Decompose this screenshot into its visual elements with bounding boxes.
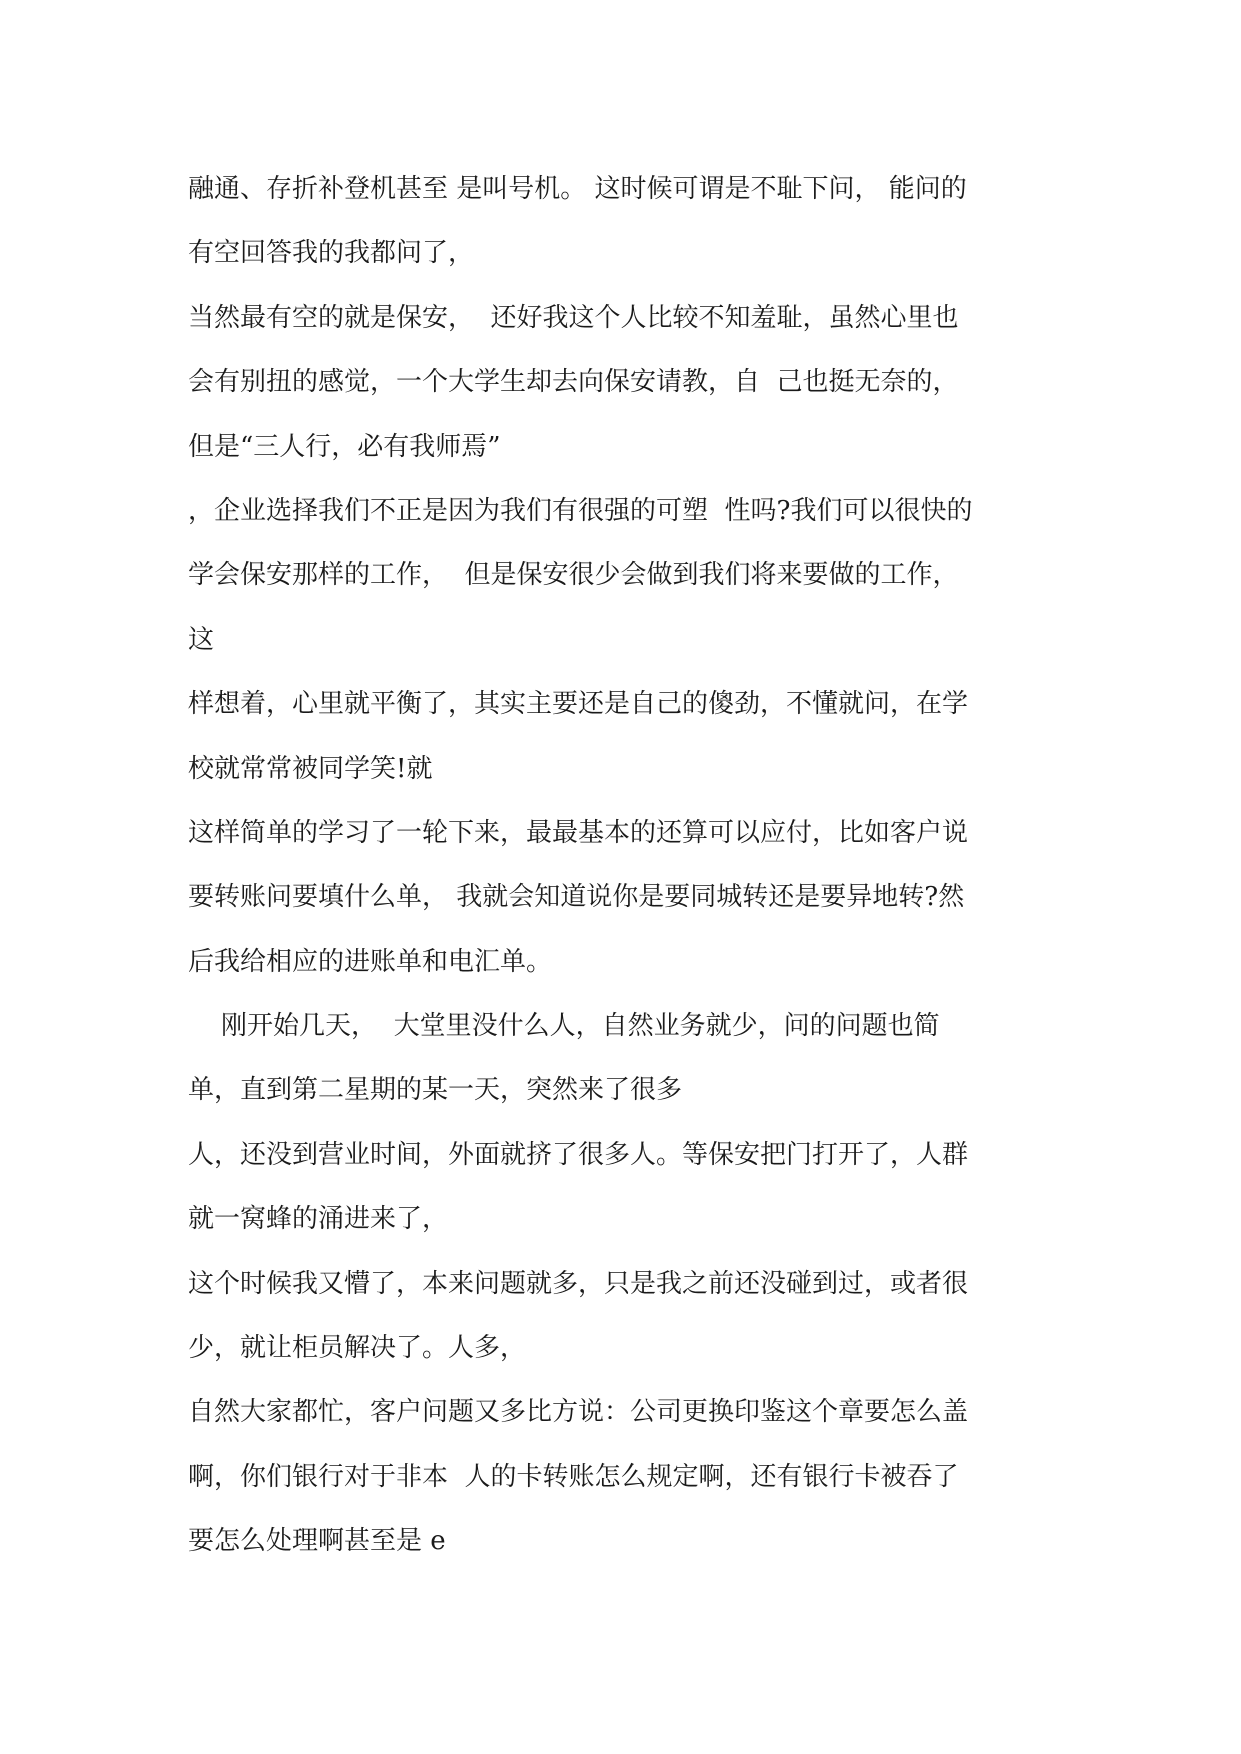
- text-line: 要怎么处理啊甚至是 e: [188, 1526, 446, 1557]
- text-line: 会有别扭的感觉，一个大学生却去向保安请教，自 己也挺无奈的，: [188, 367, 959, 398]
- text-line: 就一窝蜂的涌进来了，: [188, 1204, 449, 1235]
- text-line: 这: [188, 624, 215, 655]
- text-line: 自然大家都忙，客户问题又多比方说：公司更换印鉴这个章要怎么盖: [188, 1397, 969, 1428]
- text-line: ，企业选择我们不正是因为我们有很强的可塑 性吗?我们可以很快的: [188, 495, 973, 526]
- text-line: 学会保安那样的工作， 但是保安很少会做到我们将来要做的工作，: [188, 560, 959, 591]
- text-line: 当然最有空的就是保安， 还好我这个人比较不知羞耻，虽然心里也: [188, 302, 959, 333]
- text-line: 这样简单的学习了一轮下来，最最基本的还算可以应付，比如客户说: [188, 817, 969, 848]
- text-line: 但是“三人行，必有我师焉”: [188, 431, 501, 462]
- text-line: 融通、存折补登机甚至 是叫号机。 这时候可谓是不耻下问， 能问的: [188, 174, 967, 204]
- text-line: 单，直到第二星期的某一天，突然来了很多: [188, 1075, 683, 1106]
- text-line: 后我给相应的进账单和电汇单。: [188, 946, 553, 977]
- text-line: 少，就让柜员解决了。人多，: [188, 1333, 527, 1364]
- text-line: 有空回答我的我都问了，: [188, 238, 475, 269]
- text-line: 人，还没到营业时间，外面就挤了很多人。等保安把门打开了，人群: [188, 1139, 969, 1170]
- text-line: 刚开始几天， 大堂里没什么人，自然业务就少，问的问题也简: [188, 1011, 940, 1042]
- body-text: [188, 157, 1058, 1574]
- text-line: 这个时候我又懵了，本来问题就多，只是我之前还没碰到过，或者很: [188, 1268, 969, 1299]
- text-line: 校就常常被同学笑!就: [188, 753, 433, 784]
- text-line: 啊，你们银行对于非本 人的卡转账怎么规定啊，还有银行卡被吞了: [188, 1461, 959, 1492]
- text-line: 要转账问要填什么单， 我就会知道说你是要同城转还是要异地转?然: [188, 882, 965, 913]
- text-line: 样想着，心里就平衡了，其实主要还是自己的傻劲，不懂就问，在学: [188, 689, 969, 720]
